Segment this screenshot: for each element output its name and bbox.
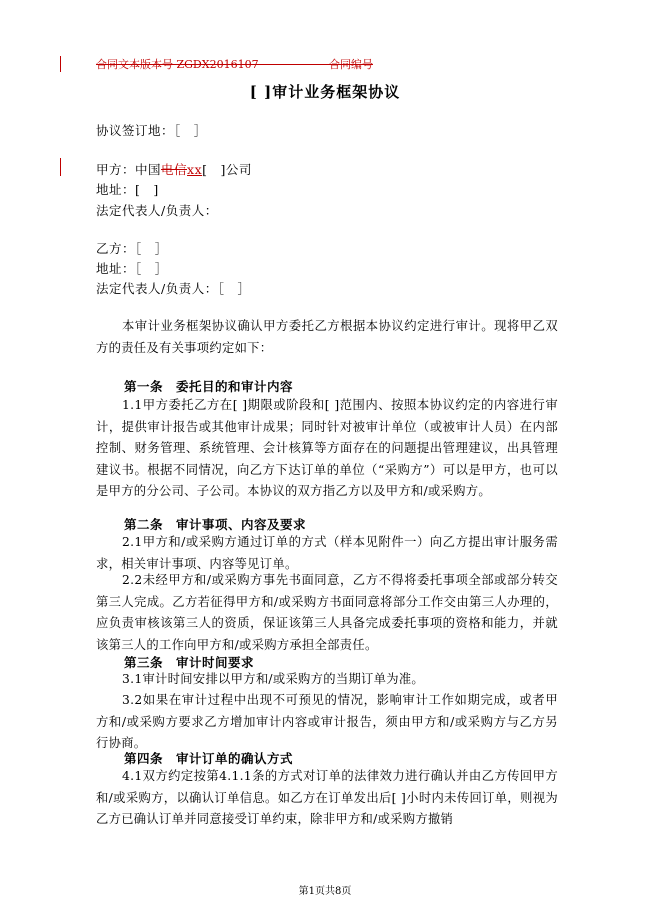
- section-3-2: 3.2如果在审计过程中出现不可预见的情况，影响审计工作如期完成，或者甲方和/或采购方要求乙方增加审计内容或审计报告，须由甲方和/或采购方与乙方另行协商。: [96, 693, 558, 750]
- section-3-1: 3.1审计时间安排以甲方和/或采购方的当期订单为准。: [122, 672, 425, 686]
- inserted-text: xx: [187, 162, 203, 177]
- document-title: [ ]审计业务框架协议: [249, 83, 401, 101]
- section-4-heading: 第四条 审计订单的确认方式: [124, 751, 294, 766]
- party-b-legal-rep: 法定代表人/负责人：［ ］: [96, 281, 251, 296]
- section-3-heading: 第三条 审计时间要求: [124, 655, 255, 670]
- doc-version-number: 合同文本版本号 ZGDX2016107: [96, 58, 259, 71]
- party-a-legal-rep: 法定代表人/负责人：: [96, 203, 218, 218]
- section-2-1: 2.1甲方和/或采购方通过订单的方式（样本见附件一）向乙方提出审计服务需求，相关审计事项、内容等见订单。: [96, 535, 558, 571]
- page-footer: 第1页共8页: [298, 886, 352, 897]
- revision-bar: [60, 158, 61, 176]
- sign-place: 协议签订地：［ ］: [96, 123, 207, 138]
- party-b-name: 乙方：［ ］: [96, 241, 168, 256]
- party-a-name: [96, 160, 252, 178]
- party-a-prefix: 甲方：中国: [96, 162, 162, 177]
- section-1-1: 1.1甲方委托乙方在[ ]期限或阶段和[ ]范围内、按照本协议约定的内容进行审计，提供审计报告或其他审计成果；同时针对被审计单位（或被审计人员）在内部控制、财务管理、系统管理、会计核算等方面存在的问题提出管理建议，出具管理建议书。根据不同情况，向乙方下达订单的单位（“采购方”）可以是甲方，也可以是甲方的分公司、子公司。本协议的双方指乙方以及甲方和/或采购方。: [96, 398, 558, 498]
- intro-paragraph: 本审计业务框架协议确认甲方委托乙方根据本协议约定进行审计。现将甲乙双方的责任及有关事项约定如下：: [96, 319, 558, 355]
- header-strike-line: [246, 64, 331, 65]
- party-b-address: 地址：［ ］: [96, 261, 168, 276]
- section-2-2: 2.2未经甲方和/或采购方事先书面同意，乙方不得将委托事项全部或部分转交第三人完成。乙方若征得甲方和/或采购方书面同意将部分工作交由第三人办理的，应负责审核该第三人的资质，保证该第三人具备完成委托事项的资格和能力，并就该第三人的工作向甲方和/或采购方承担全部责任。: [96, 573, 558, 652]
- contract-number-label: 合同编号: [329, 58, 373, 71]
- deleted-text: 电信: [161, 162, 188, 177]
- revision-bar: [60, 56, 61, 72]
- page-header: [96, 56, 456, 72]
- party-a-address: 地址：[ ]: [96, 182, 159, 197]
- party-a-suffix: [ ]公司: [202, 162, 252, 177]
- section-2-heading: 第二条 审计事项、内容及要求: [124, 517, 307, 532]
- section-1-heading: 第一条 委托目的和审计内容: [124, 379, 294, 394]
- section-4-1: 4.1双方约定按第4.1.1条的方式对订单的法律效力进行确认并由乙方传回甲方和/或采购方，以确认订单信息。如乙方在订单发出后[ ]小时内未传回订单，则视为乙方已确认订单并同意接受订单约束，除非甲方和/或采购方撤销: [96, 769, 558, 826]
